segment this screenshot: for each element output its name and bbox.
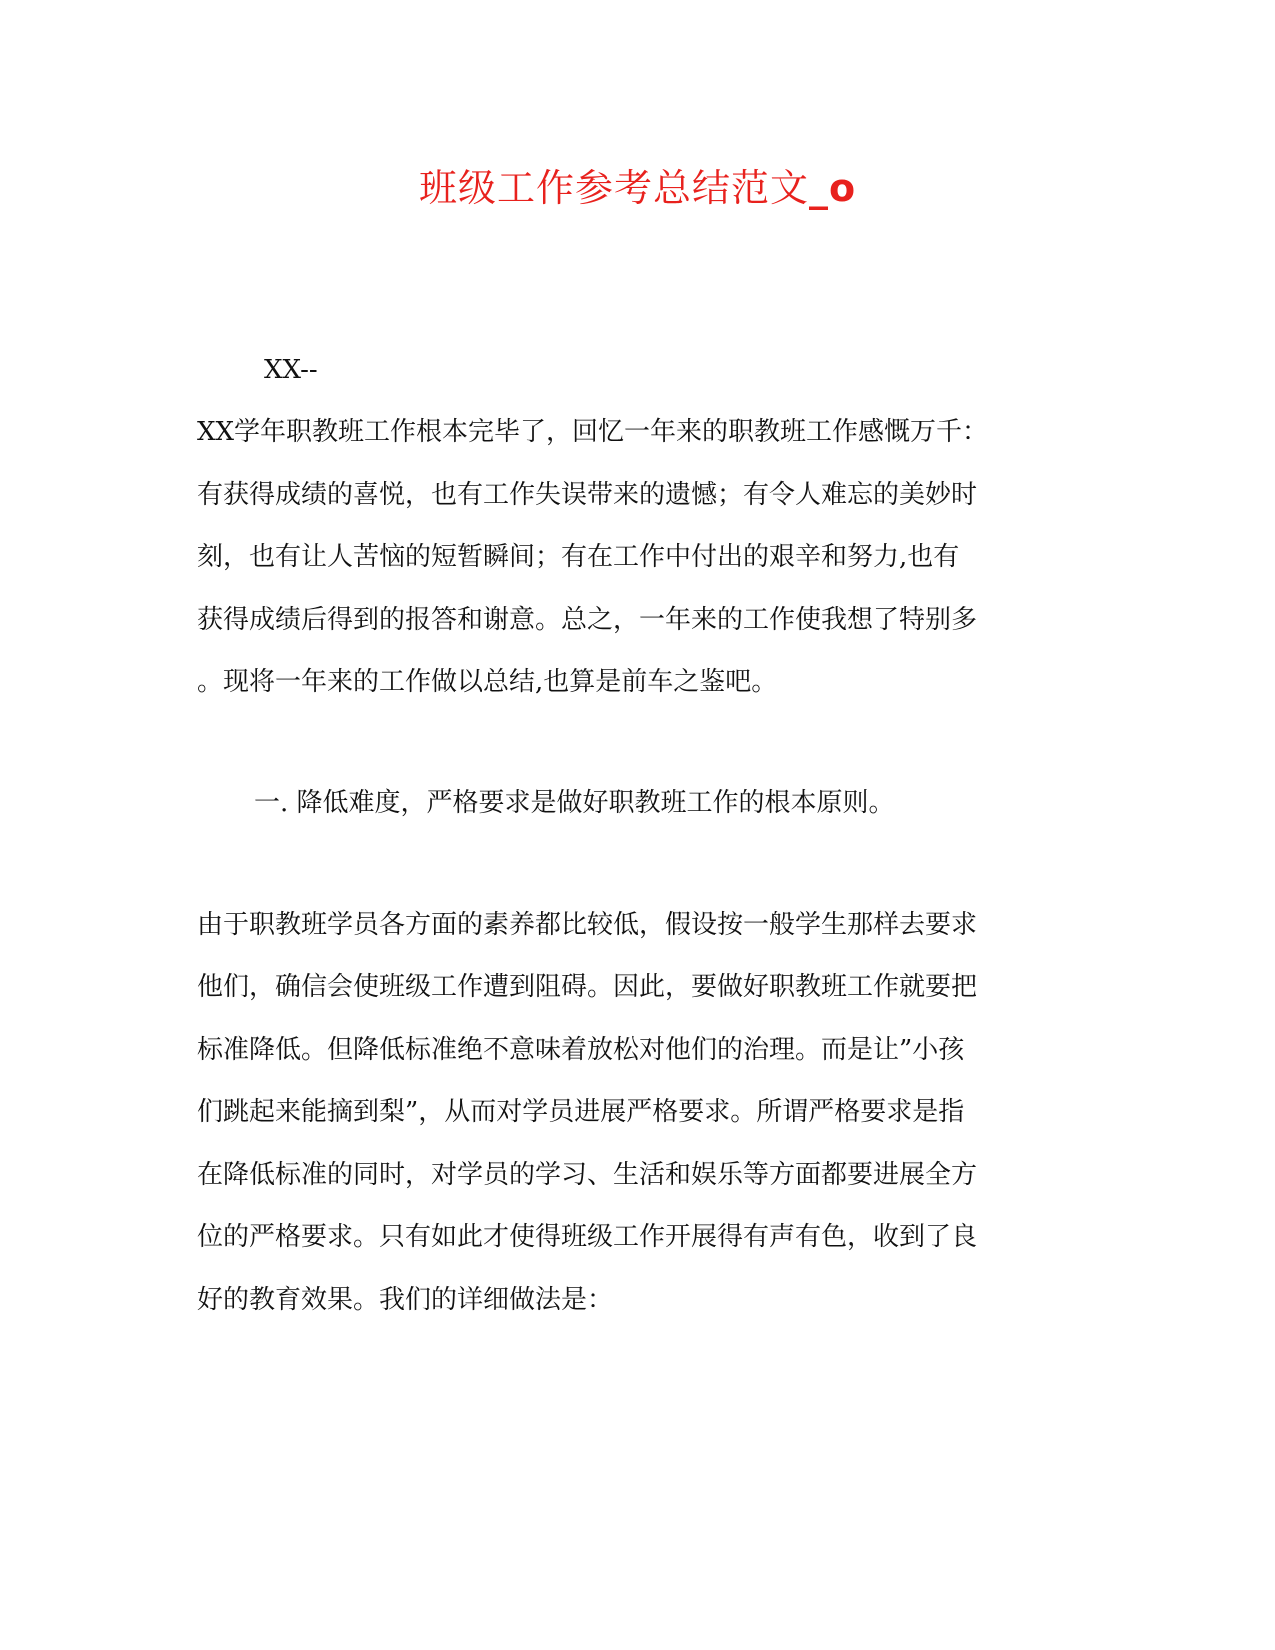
intro-line: 刻，也有让人苦恼的短暂瞬间；有在工作中付出的艰辛和努力,也有 <box>197 542 960 572</box>
body-line: 他们，确信会使班级工作遭到阻碍。因此，要做好职教班工作就要把 <box>197 972 978 1002</box>
body-line: 位的严格要求。只有如此才使得班级工作开展得有声有色，收到了良 <box>197 1222 978 1252</box>
document-title <box>0 160 1275 216</box>
body-line: 由于职教班学员各方面的素养都比较低，假设按一般学生那样去要求 <box>197 910 978 940</box>
intro-line: XX学年职教班工作根本完毕了，回忆一年来的职教班工作感慨万千： <box>197 417 989 447</box>
title-main: 班级工作参考总结范文 <box>418 166 809 210</box>
body-line: 标准降低。但降低标准绝不意味着放松对他们的治理。而是让”小孩 <box>197 1035 965 1065</box>
intro-line: 。现将一年来的工作做以总结,也算是前车之鉴吧。 <box>197 667 778 697</box>
section-heading: 一. 降低难度，严格要求是做好职教班工作的根本原则。 <box>254 788 895 818</box>
intro-line: 有获得成绩的喜悦，也有工作失误带来的遗憾；有令人难忘的美妙时 <box>197 480 978 510</box>
intro-line: 获得成绩后得到的报答和谢意。总之，一年来的工作使我想了特别多 <box>197 605 978 635</box>
date-line: XX-- <box>264 355 318 385</box>
body-line: 们跳起来能摘到梨”，从而对学员进展严格要求。所谓严格要求是指 <box>197 1097 965 1127</box>
body-line: 好的教育效果。我们的详细做法是： <box>197 1285 614 1315</box>
body-line: 在降低标准的同时，对学员的学习、生活和娱乐等方面都要进展全方 <box>197 1160 978 1190</box>
title-suffix: _o <box>808 166 857 210</box>
